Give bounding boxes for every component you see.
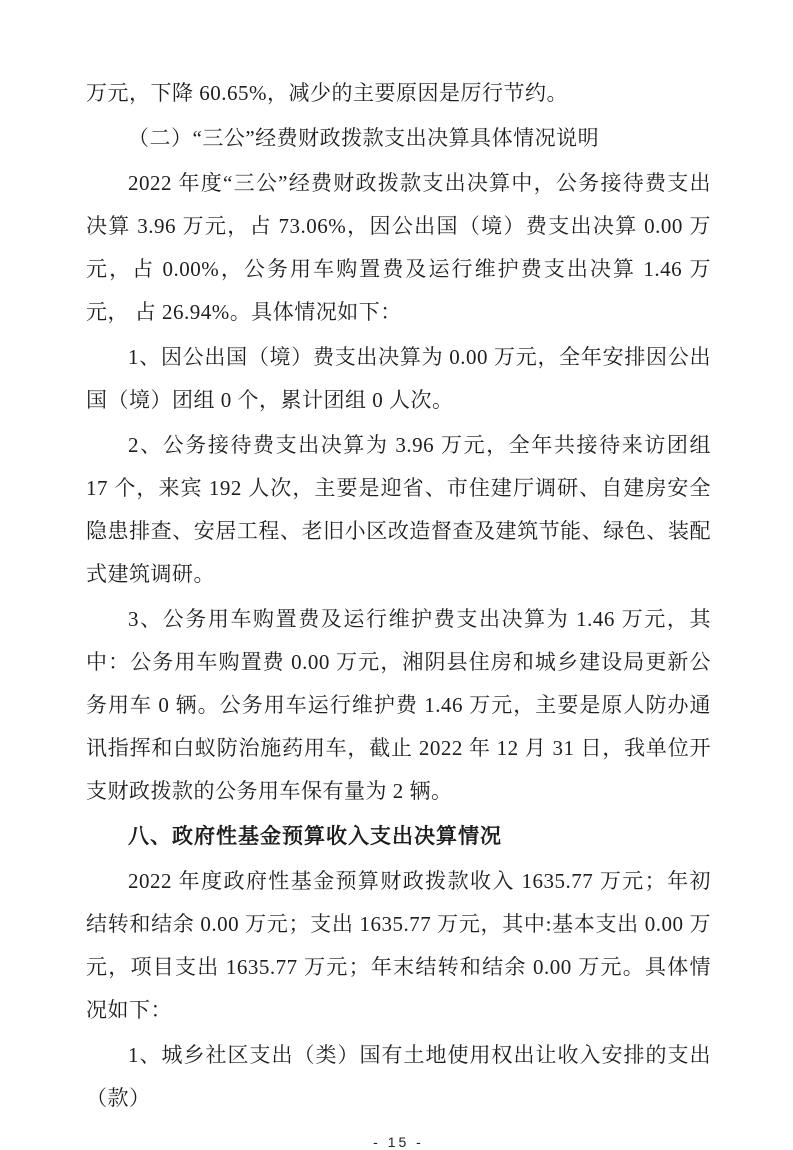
paragraph-item-3-vehicle-expense: 3、公务用车购置费及运行维护费支出决算为 1.46 万元，其中：公务用车购置费 0.00 万元，湘阴县住房和城乡建设局更新公务用车 0 辆。公务用车运行维护费 1.46 万元，主要是原人防办通讯指挥和白蚁防治施药用车，截止 2022 年 12 月 31 日，我单位开支财政拨款的公务用车保有量为 2 辆。 [86, 607, 711, 803]
document-body [86, 72, 711, 1120]
paragraph-item-1-community-expense: 1、城乡社区支出（类）国有土地使用权出让收入安排的支出（款） [86, 1043, 711, 1110]
paragraph-sangong-summary: 2022 年度“三公”经费财政拨款支出决算中，公务接待费支出决算 3.96 万元，占 73.06%，因公出国（境）费支出决算 0.00 万元，占 0.00%，公务用车购置费及运行维护费支出决算 1.46 万元， 占 26.94%。具体情况如下： [86, 171, 711, 324]
paragraph-continuation: 万元，下降 60.65%，减少的主要原因是厉行节约。 [86, 81, 568, 105]
paragraph-item-2-reception-expense: 2、公务接待费支出决算为 3.96 万元，全年共接待来访团组 17 个，来宾 192 人次，主要是迎省、市住建厅调研、自建房安全隐患排查、安居工程、老旧小区改造督查及建筑节能、绿色、装配式建筑调研。 [86, 433, 711, 586]
subsection-heading-sangong: （二）“三公”经费财政拨款支出决算具体情况说明 [128, 126, 600, 150]
paragraph-government-fund-summary: 2022 年度政府性基金预算财政拨款收入 1635.77 万元；年初结转和结余 0.00 万元；支出 1635.77 万元，其中:基本支出 0.00 万元，项目支出 1635.77 万元；年末结转和结余 0.00 万元。具体情况如下： [86, 869, 711, 1022]
page-number: - 15 - [373, 1134, 424, 1150]
section-heading-government-fund: 八、政府性基金预算收入支出决算情况 [128, 824, 502, 848]
paragraph-item-1-abroad-expense: 1、因公出国（境）费支出决算为 0.00 万元，全年安排因公出国（境）团组 0 个，累计团组 0 人次。 [86, 345, 711, 412]
